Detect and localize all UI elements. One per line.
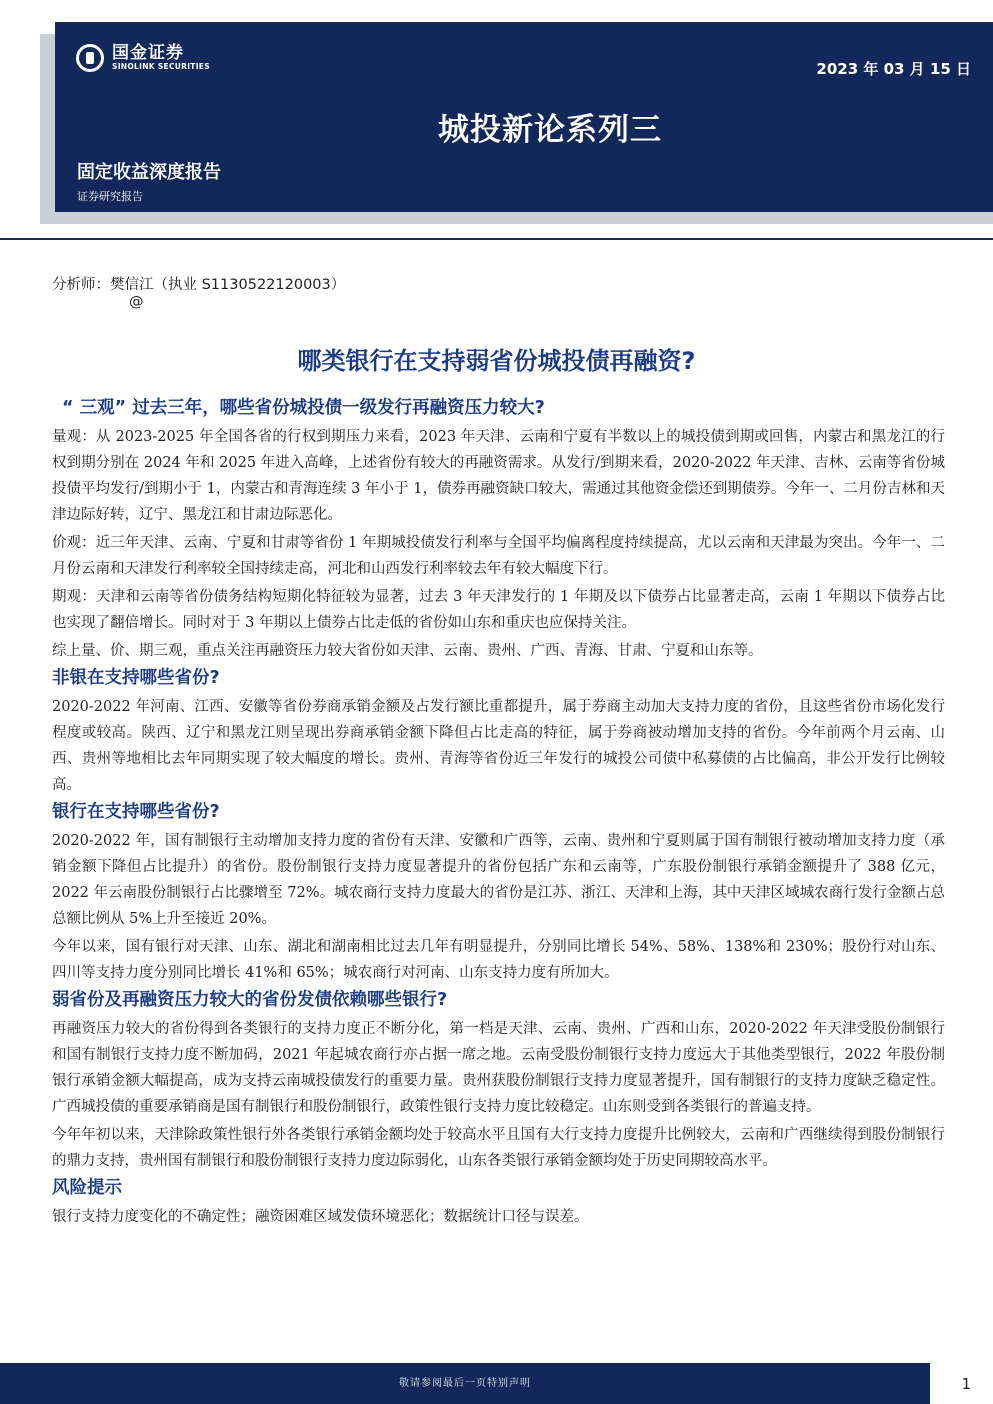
section-weak-provinces: [52, 988, 945, 1174]
header-divider: [0, 238, 993, 240]
paragraph: 今年以来，国有银行对天津、山东、湖北和湖南相比过去几年有明显提升，分别同比增长 54%、58%、138%和 230%；股份行对山东、四川等支持力度分别同比增长 41%和 65%；城农商行对河南、山东支持力度有所加大。: [52, 939, 945, 981]
section-heading: 银行在支持哪些省份?: [52, 802, 220, 822]
section-heading: 弱省份及再融资压力较大的省份发债依赖哪些银行?: [52, 990, 448, 1010]
report-date: 2023 年 03 月 15 日: [816, 60, 971, 78]
footer-notice: 敬请参阅最后一页特别声明: [0, 1363, 930, 1404]
section-heading: “ 三观” 过去三年，哪些省份城投债一级发行再融资压力较大?: [62, 398, 545, 418]
paragraph: 综上量、价、期三观，重点关注再融资压力较大省份如天津、云南、贵州、广西、青海、甘肃、宁夏和山东等。: [52, 643, 763, 659]
section-risk: [52, 1176, 945, 1230]
report-body: [52, 394, 945, 1232]
paragraph: 再融资压力较大的省份得到各类银行的支持力度正不断分化，第一档是天津、云南、贵州、广西和山东，2020-2022 年天津受股份制银行和国有制银行支持力度不断加码，2021 年起城农商行亦占据一席之地。云南受股份制银行支持力度远大于其他类型银行，2022 年股份制银行承销金额大幅提高，成为支持云南城投债发行的重要力量。贵州获股份制银行支持力度显著提升，国有制银行的支持力度缺乏稳定性。广西城投债的重要承销商是国有制银行和股份制银行，政策性银行支持力度比较稳定。山东则受到各类银行的普遍支持。: [52, 1021, 945, 1115]
logo-text: [112, 45, 210, 71]
section-heading: 风险提示: [52, 1178, 122, 1198]
logo-en: SINOLINK SECURITIES: [112, 61, 210, 71]
logo-icon: [76, 44, 104, 72]
main-title: 哪类银行在支持弱省份城投债再融资?: [297, 347, 696, 375]
paragraph: 2020-2022 年河南、江西、安徽等省份券商承销金额及占发行额比重都提升，属于券商主动加大支持力度的省份，且这些省份市场化发行程度或较高。陕西、辽宁和黑龙江则呈现出券商承销金额下降但占比走高的特征，属于券商被动增加支持的省份。今年前两个月云南、山西、贵州等地相比去年同期实现了较大幅度的增长。贵州、青海等省份近三年发行的城投公司债中私募债的占比偏高，非公开发行比例较高。: [52, 699, 945, 793]
logo-cn: 国金证券: [112, 43, 184, 64]
paragraph: 价观：近三年天津、云南、宁夏和甘肃等省份 1 年期城投债发行利率与全国平均偏离程度持续提高，尤以云南和天津最为突出。今年一、二月份云南和天津发行利率较全国持续走高，河北和山西发行利率较去年有较大幅度下行。: [52, 535, 945, 577]
page-number: 1: [961, 1375, 971, 1393]
section-heading: 非银在支持哪些省份?: [52, 668, 220, 688]
paragraph: 今年年初以来，天津除政策性银行外各类银行承销金额均处于较高水平且国有大行支持力度提升比例较大，云南和广西继续得到股份制银行的鼎力支持，贵州国有制银行和股份制银行支持力度边际弱化，山东各类银行承销金额均处于历史同期较高水平。: [52, 1127, 945, 1169]
analyst-info: 分析师：樊信江（执业 S1130522120003）: [52, 277, 346, 293]
section-three-views: [52, 396, 945, 664]
section-nonbank: [52, 666, 945, 798]
section-bank: [52, 800, 945, 986]
paragraph: 2020-2022 年，国有制银行主动增加支持力度的省份有天津、安徽和广西等，云南、贵州和宁夏则属于国有制银行被动增加支持力度（承销金额下降但占比提升）的省份。股份制银行支持力度显著提升的省份包括广东和云南等，广东股份制银行承销金额提升了 388 亿元，2022 年云南股份制银行占比骤增至 72%。城农商行支持力度最大的省份是江苏、浙江、天津和上海，其中天津区域城农商行发行金额占总总额比例从 5%上升至接近 20%。: [52, 833, 945, 927]
report-title: 城投新论系列三: [438, 112, 662, 148]
paragraph: 量观：从 2023-2025 年全国各省的行权到期压力来看，2023 年天津、云南和宁夏有半数以上的城投债到期或回售，内蒙古和黑龙江的行权到期分别在 2024 年和 2025 年进入高峰，上述省份有较大的再融资需求。从发行/到期来看，2020-2022 年天津、吉林、云南等省份城投债平均发行/到期小于 1，内蒙古和青海连续 3 年小于 1，债券再融资缺口较大，需通过其他资金偿还到期债券。今年一、二月份吉林和天津边际好转，辽宁、黑龙江和甘肃边际恶化。: [52, 429, 945, 523]
paragraph: 期观：天津和云南等省份债务结构短期化特征较为显著，过去 3 年天津发行的 1 年期及以下债券占比显著走高，云南 1 年期以下债券占比也实现了翻倍增长。同时对于 3 年期以上债券占比走低的省份如山东和重庆也应保持关注。: [52, 589, 945, 631]
report-subtype: 证券研究报告: [77, 190, 143, 203]
analyst-email[interactable]: @: [129, 294, 144, 310]
report-type: 固定收益深度报告: [77, 162, 221, 183]
paragraph: 银行支持力度变化的不确定性；融资困难区域发债环境恶化；数据统计口径与误差。: [52, 1209, 589, 1225]
company-logo: [76, 44, 210, 72]
